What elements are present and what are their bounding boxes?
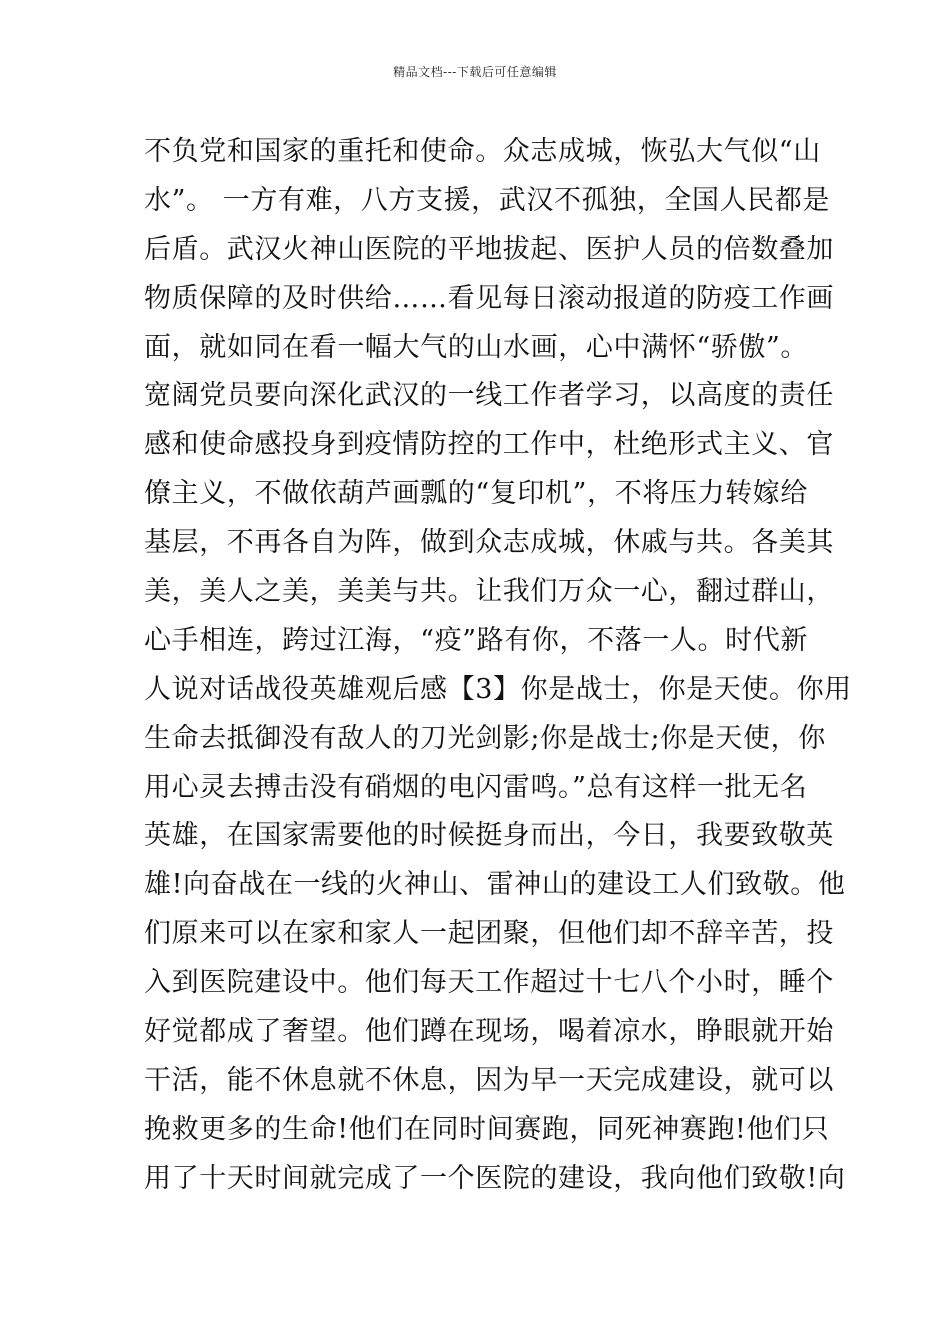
text-line: 感和使命感投身到疫情防控的工作中，杜绝形式主义、官 xyxy=(144,429,834,461)
text-line: 挽救更多的生命!他们在同时间赛跑，同死神赛跑!他们只 xyxy=(144,1113,830,1145)
text-line: 水”。 一方有难，八方支援，武汉不孤独，全国人民都是 xyxy=(144,184,830,216)
text-line: 宽阔党员要向深化武汉的一线工作者学习，以高度的责任 xyxy=(144,380,834,412)
body-text xyxy=(144,130,852,1206)
text-line: 基层，不再各自为阵，做到众志成城，休戚与共。各美其 xyxy=(144,527,834,559)
text-line: 用了十天时间就完成了一个医院的建设，我向他们致敬!向 xyxy=(144,1162,846,1194)
text-line: 美，美人之美，美美与共。让我们万众一心，翻过群山， xyxy=(144,576,834,608)
text-line: 入到医院建设中。他们每天工作超过十七八个小时，睡个 xyxy=(144,967,834,999)
text-line: 雄!向奋战在一线的火神山、雷神山的建设工人们致敬。他 xyxy=(144,869,846,901)
text-line: 面，就如同在看一幅大气的山水画，心中满怀“骄傲”。 xyxy=(144,331,808,363)
text-line: 生命去抵御没有敌人的刀光剑影;你是战士;你是天使，你 xyxy=(144,722,826,754)
text-line: 不负党和国家的重托和使命。众志成城，恢弘大气似“山 xyxy=(144,136,821,167)
text-line: 僚主义，不做依葫芦画瓢的“复印机”，不将压力转嫁给 xyxy=(144,478,808,510)
text-line: 人说对话战役英雄观后感【3】你是战士，你是天使。你用 xyxy=(144,673,852,705)
text-line: 们原来可以在家和家人一起团聚，但他们却不辞辛苦，投 xyxy=(144,918,834,950)
text-line: 好觉都成了奢望。他们蹲在现场，喝着凉水，睁眼就开始 xyxy=(144,1016,834,1048)
text-line: 后盾。武汉火神山医院的平地拔起、医护人员的倍数叠加 xyxy=(144,233,834,265)
page-header: 精品文档---下载后可任意编辑 xyxy=(393,65,557,79)
text-line: 物质保障的及时供给……看见每日滚动报道的防疫工作画 xyxy=(144,282,834,314)
text-line: 干活，能不休息就不休息，因为早一天完成建设，就可以 xyxy=(144,1064,834,1096)
text-line: 用心灵去搏击没有硝烟的电闪雷鸣。”总有这样一批无名 xyxy=(144,771,808,803)
text-line: 心手相连，跨过江海，“疫”路有你，不落一人。时代新 xyxy=(144,624,808,656)
text-line: 英雄，在国家需要他的时候挺身而出，今日，我要致敬英 xyxy=(144,820,834,852)
